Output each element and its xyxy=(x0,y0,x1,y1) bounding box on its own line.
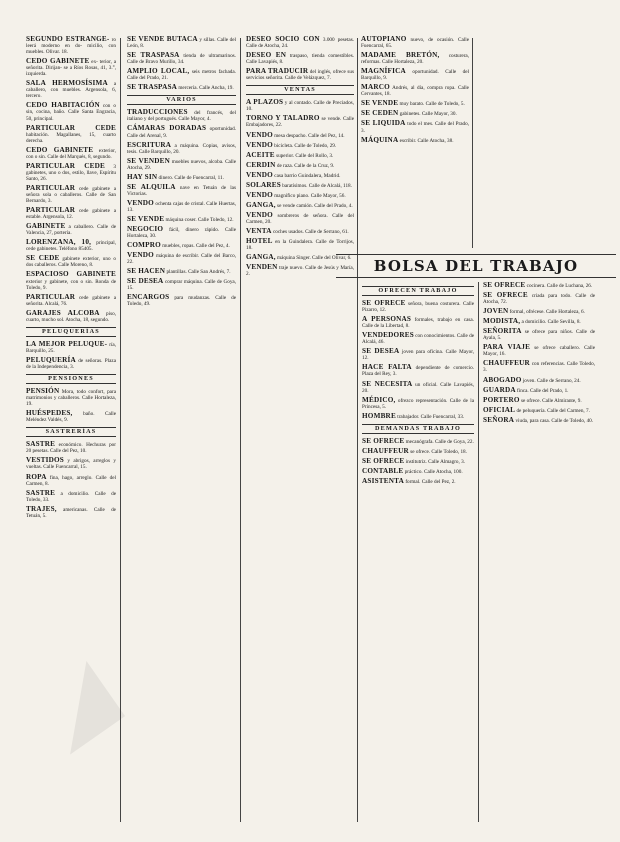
ad-body: dependiente de comercio. Plaza del Rey, 3. xyxy=(362,365,474,378)
column-c xyxy=(246,36,354,824)
ad-body: muebles nuevos, alcoba. Calle Atocha, 29. xyxy=(127,158,236,171)
ad-body: piso, cuarto, mucho sol. Atocha, 18, segundo. xyxy=(26,310,116,323)
ad-lead: GABINETE xyxy=(26,222,66,231)
ad-lead: VENDO xyxy=(246,210,273,219)
ad-lead: CÁMARAS DORADAS xyxy=(127,124,207,133)
ad-body: trabajador. Calle Fuencarral, 33. xyxy=(397,413,465,420)
classified-ad xyxy=(127,36,236,49)
column-rule xyxy=(472,38,473,248)
ad-body: baño. Calle Meléndez Valdés, 9. xyxy=(26,411,116,424)
ad-body: costurera, reformas. Calle Hortaleza, 20. xyxy=(361,53,469,66)
ad-body: cede gabinete a señora sola o caballeros. Calle de San Bernardo, 3. xyxy=(26,185,116,205)
classified-ad xyxy=(26,357,116,370)
ad-lead: GANGA, xyxy=(246,253,276,262)
ad-lead: ROPA xyxy=(26,472,47,481)
ad-lead: CHAUFFEUR xyxy=(362,446,409,455)
column-rule xyxy=(240,38,241,822)
section-heading: SASTRERÍAS xyxy=(26,427,116,437)
ad-lead: VENDEDORES xyxy=(362,331,414,340)
section-heading: PELUQUERÍAS xyxy=(26,327,116,337)
ad-body: criada para todo. Calle de Atocha, 72. xyxy=(483,293,595,306)
classified-ad xyxy=(127,109,236,122)
classified-ad xyxy=(362,332,474,345)
ad-body: gabinetes. Calle Mayor, 30. xyxy=(399,111,457,118)
classified-ad xyxy=(483,328,595,341)
classified-ad xyxy=(127,242,236,249)
classified-ad xyxy=(246,238,354,251)
ad-body: cede gabinete a estable. Argensola, 12. xyxy=(26,208,116,221)
ad-body: muebles, ropas. Calle del Pez, 4. xyxy=(162,243,230,250)
ad-lead: GANGA, xyxy=(246,200,276,209)
ad-body: señora, buena costurera. Calle Pizarro, 12. xyxy=(362,301,474,314)
ad-lead: MARCO xyxy=(361,83,390,92)
ad-lead: MÁQUINA xyxy=(361,135,399,144)
ad-body: Mora, todo confort, para matrimonios y caballeros. Calle Hortaleza, 19. xyxy=(26,389,116,408)
ad-lead: HOMBRE xyxy=(362,411,396,420)
column-a xyxy=(26,36,116,824)
ad-body: se ofrece para niños. Calle de Ayala, 5. xyxy=(483,329,595,342)
classified-ad xyxy=(26,223,116,236)
ad-lead: COMPRO xyxy=(127,241,161,250)
ad-body: viuda, para casa. Calle de Toledo, 40. xyxy=(515,417,594,424)
ad-body: se vende camión. Calle del Prado, 4. xyxy=(277,202,353,209)
section-heading: VARIOS xyxy=(127,95,236,105)
ad-lead: SE TRASPASA xyxy=(127,51,180,60)
ad-lead: SE HACEN xyxy=(127,267,166,276)
classified-ad xyxy=(246,36,354,49)
classified-ad xyxy=(127,174,236,181)
classified-ad xyxy=(361,84,469,97)
ad-lead: SE TRASPASA xyxy=(127,83,178,92)
ad-body: sombreros de señora. Calle del Carmen, 20. xyxy=(246,212,354,225)
ad-lead: SE VENDE BUTACA xyxy=(127,36,198,43)
column-rule xyxy=(357,38,358,822)
ad-body: máquina coser. Calle Toledo, 12. xyxy=(165,216,234,223)
ad-lead: SEÑORA xyxy=(483,415,515,424)
ad-body: se vende. Calle Embajadores, 22. xyxy=(246,116,354,129)
classified-ad xyxy=(483,417,595,424)
ad-lead: VENDO xyxy=(127,251,154,260)
ad-lead: CHAUFFEUR xyxy=(483,359,530,368)
classified-ad xyxy=(127,125,236,138)
ad-lead: ABOGADO xyxy=(483,375,522,384)
ad-lead: SASTRE xyxy=(26,440,56,449)
ad-lead: MODISTA, xyxy=(483,317,521,326)
ad-lead: LA MEJOR PELUQUE- xyxy=(26,339,108,348)
ad-body: institutriz. Calle Almagro, 3. xyxy=(405,458,465,465)
ad-lead: TRAJES, xyxy=(26,504,57,513)
classified-ad xyxy=(246,162,354,169)
ad-lead: HAY SIN xyxy=(127,172,158,181)
ad-lead: NEGOCIO xyxy=(127,225,164,234)
ad-lead: VENDO xyxy=(246,190,273,199)
ad-body: traje nuevo. Calle de Jesús y María, 2. xyxy=(246,265,354,278)
ad-body: coches usados. Calle de Serrano, 61. xyxy=(272,228,349,235)
ad-body: ex- terior, a señorita. Dirijan- se a Ríos Rosas, 41, 3.°, izquierda. xyxy=(26,59,116,78)
ad-lead: SE OFRECE xyxy=(483,291,528,300)
scan-watermark: ◢ xyxy=(16,639,132,764)
ad-body: ochenta cajas de cristal. Calle Huertas, 13. xyxy=(127,200,236,213)
classified-ad xyxy=(362,381,474,394)
ad-body: un oficial. Calle Lavapiés, 20. xyxy=(362,381,474,394)
ad-body: exterior, con o sin. Calle del Marqués, 8, segundo. xyxy=(26,147,116,160)
ad-lead: SE LIQUIDA xyxy=(361,119,406,128)
classified-ad xyxy=(483,318,595,325)
ad-body: cocinera. Calle de Luchana, 26. xyxy=(526,283,593,289)
classified-ad xyxy=(127,268,236,275)
classified-ad xyxy=(26,80,116,99)
section-heading: OFRECEN TRABAJO xyxy=(362,286,474,296)
classified-ad xyxy=(246,52,354,65)
ad-lead: TORNO Y TALADRO xyxy=(246,114,320,123)
ad-body: comprar máquina. Calle de Goya, 15. xyxy=(127,279,236,292)
classified-ad xyxy=(127,278,236,291)
section-heading: VENTAS xyxy=(246,85,354,95)
ad-body: oportunidad. Calle del Barquillo, 9. xyxy=(361,69,469,82)
ad-lead: PARA VIAJE xyxy=(483,343,531,352)
classified-ad xyxy=(246,99,354,112)
ad-body: todo el mes. Calle del Prado, 3. xyxy=(361,121,469,134)
ad-lead: SE OFRECE xyxy=(362,456,405,465)
ad-body: cede gabinete a señorita. Alcalá, 76. xyxy=(26,294,116,307)
ad-lead: SEÑORITA xyxy=(483,327,522,336)
classified-ad xyxy=(361,137,469,144)
classified-ad xyxy=(362,438,474,445)
classified-ad xyxy=(26,36,116,55)
ad-body: fácil, dinero rápido. Calle Hortaleza, 30. xyxy=(127,227,236,240)
ad-lead: GARAJES ALCOBA xyxy=(26,308,100,317)
classified-ad xyxy=(361,110,469,117)
ad-lead: VENDEN xyxy=(246,263,278,272)
ad-lead: SE VENDEN xyxy=(127,156,171,165)
classified-ad xyxy=(246,152,354,159)
ad-body: magnífico piano. Calle Mayor, 56. xyxy=(274,192,346,199)
ad-body: y al contado. Calle de Preciados, 10. xyxy=(246,100,354,113)
classified-ad xyxy=(362,413,474,420)
ad-body: a domicilio. Calle de Toledo, 33. xyxy=(26,490,116,503)
ad-lead: SE OFRECE xyxy=(483,282,526,289)
ad-body: se ofrece. Calle Toledo, 18. xyxy=(410,448,467,455)
classified-ad xyxy=(127,216,236,223)
classified-ad xyxy=(26,490,116,503)
classified-ad xyxy=(26,310,116,323)
ad-lead: JOVEN xyxy=(483,307,509,316)
ad-body: 3 gabinetes, uno o dos, estilo, llave, Espíritu Santo, 26. xyxy=(26,163,116,182)
ad-lead: SE CEDE xyxy=(26,254,60,263)
section-heading: PENSIONES xyxy=(26,374,116,384)
classified-ad xyxy=(26,58,116,77)
classified-ad xyxy=(26,271,116,290)
classified-ad xyxy=(246,228,354,235)
ad-lead: SE NECESITA xyxy=(362,379,413,388)
classified-ad xyxy=(483,407,595,414)
ad-body: joven para oficina. Calle Mayor, 12. xyxy=(362,349,474,362)
ad-lead: DESEO SOCIO CON xyxy=(246,36,320,43)
ad-lead: SE ALQUILA xyxy=(127,182,176,191)
ad-lead: SE OFRECE xyxy=(362,299,406,308)
classified-ad xyxy=(26,506,116,519)
column-e xyxy=(362,282,474,824)
ad-body: mesa despacho. Calle del Pez, 14. xyxy=(274,132,345,139)
classified-ad xyxy=(483,360,595,373)
classified-ad xyxy=(26,294,116,307)
ad-lead: CONTABLE xyxy=(362,466,404,475)
classified-ad xyxy=(246,182,354,189)
ad-body: superior. Calle del Rollo, 3. xyxy=(276,152,334,159)
column-rule xyxy=(120,38,121,822)
classified-ad xyxy=(26,457,116,470)
ad-lead: MÉDICO, xyxy=(362,395,396,404)
ad-lead: PARTICULAR xyxy=(26,292,76,301)
ad-lead: PENSIÓN xyxy=(26,387,60,396)
ad-body: bicicleta. Calle de Toledo, 29. xyxy=(274,142,337,149)
ad-body: Andrés, al día, compra ropa. Calle Cervantes, 18. xyxy=(361,85,469,98)
ad-body: escribir. Calle Atocha, 38. xyxy=(399,137,454,144)
ad-lead: VENDO xyxy=(246,170,273,179)
classified-ad xyxy=(26,163,116,182)
classified-ad xyxy=(26,102,116,121)
ad-lead: VENDO xyxy=(246,140,273,149)
ad-body: de peluquería. Calle del Carmen, 7. xyxy=(516,407,590,414)
classified-ad xyxy=(127,226,236,239)
classified-ad xyxy=(127,184,236,197)
classified-ad xyxy=(246,212,354,225)
classified-ad xyxy=(26,474,116,487)
classified-ad xyxy=(362,348,474,361)
ad-body: principal, cede gabinetes. Teléfono 85405. xyxy=(26,240,116,253)
classified-ad xyxy=(483,397,595,404)
ad-lead: PELUQUERÍA xyxy=(26,355,76,364)
ad-lead: PORTERO xyxy=(483,395,520,404)
ad-body: nuevo, de ocasión. Calle Fuencarral, 65. xyxy=(361,37,469,50)
classified-ad xyxy=(362,478,474,485)
ad-body: traspaso, tienda comestibles. Calle Lavapiés, 8. xyxy=(246,53,354,66)
ad-lead: ASISTENTA xyxy=(362,476,405,485)
classified-ad xyxy=(127,142,236,155)
ad-lead: A PERSONAS xyxy=(362,315,412,324)
classified-ad xyxy=(26,147,116,160)
classified-ad xyxy=(246,68,354,81)
ad-lead: MAGNÍFICA xyxy=(361,67,406,76)
classified-ad xyxy=(127,68,236,81)
ad-lead: ENCARGOS xyxy=(127,293,170,302)
ad-lead: AUTOPIANO xyxy=(361,36,407,43)
ad-lead: VESTIDOS xyxy=(26,456,64,465)
ad-lead: VENTA xyxy=(246,226,272,235)
ad-lead: CEDO HABITACIÓN xyxy=(26,101,100,110)
classified-ad xyxy=(483,282,595,289)
ad-body: para mudanzas. Calle de Toledo, 49. xyxy=(127,295,236,308)
section-banner: BOLSA DEL TRABAJO xyxy=(336,254,616,278)
classified-ad xyxy=(127,200,236,213)
classified-ad xyxy=(361,36,469,49)
ad-body: mecanógrafa. Calle de Goya, 22. xyxy=(405,438,474,445)
ad-body: casa barrio Guindalera, Madrid. xyxy=(274,172,341,179)
classified-ad xyxy=(246,172,354,179)
ad-body: finca. Calle del Prado, 1. xyxy=(517,387,569,394)
column-rule xyxy=(478,282,479,822)
ad-body: económico. Hechuras por 20 pesetas. Calle del Pez, 10. xyxy=(26,442,116,455)
column-d xyxy=(361,36,469,248)
ad-lead: PARTICULAR xyxy=(26,183,76,192)
ad-lead: AMPLIO LOCAL, xyxy=(127,67,190,76)
ad-body: seis metros fachada. Calle del Prado, 21. xyxy=(127,69,236,82)
classified-ad xyxy=(127,158,236,171)
classified-ad xyxy=(362,448,474,455)
classified-ad xyxy=(483,308,595,315)
classified-ad xyxy=(362,397,474,410)
ad-body: fina, hago, arreglo. Calle del Carmen, 8. xyxy=(26,474,116,487)
classified-ad xyxy=(127,294,236,307)
ad-lead: HACE FALTA xyxy=(362,363,412,372)
classified-ad xyxy=(362,468,474,475)
ad-body: se ofrece. Calle Almirante, 9. xyxy=(521,397,582,404)
classified-ad xyxy=(483,344,595,357)
ad-body: se ofrece caballero. Calle Mayor, 16. xyxy=(483,345,595,358)
classified-ad xyxy=(26,410,116,423)
classified-ad xyxy=(26,341,116,354)
ad-body: de raza. Calle de la Cruz, 9. xyxy=(276,162,335,169)
ad-lead: SE CEDEN xyxy=(361,109,399,118)
ad-body: baratísimos. Calle de Alcalá, 118. xyxy=(282,182,352,189)
ad-body: tienda de ultramarinos. Calle de Bravo Murillo, 34. xyxy=(127,53,236,66)
ad-body: y sillas. Calle del León, 8. xyxy=(127,37,236,50)
classified-ad xyxy=(246,192,354,199)
classified-ad xyxy=(246,132,354,139)
ad-lead: ESCRITURA xyxy=(127,140,172,149)
classified-ad xyxy=(483,292,595,305)
ad-lead: ACEITE xyxy=(246,150,275,159)
ad-body: en la Guindalera. Calle de Torrijos, 18. xyxy=(246,239,354,252)
ad-lead: SOLARES xyxy=(246,180,281,189)
classified-ad xyxy=(361,68,469,81)
classified-ad xyxy=(362,300,474,313)
ad-body: joven. Calle de Serrano, 24. xyxy=(522,377,581,384)
column-f xyxy=(483,282,595,824)
ad-lead: HUÉSPEDES, xyxy=(26,409,73,418)
ad-body: oportunidad. Calle del Arenal, 9. xyxy=(127,126,236,139)
ad-lead: TRADUCCIONES xyxy=(127,108,188,117)
ad-lead: A PLAZOS xyxy=(246,98,284,107)
classified-ad xyxy=(246,202,354,209)
ad-lead: SE VENDE xyxy=(127,214,165,223)
ad-lead: SE DESEA xyxy=(362,347,400,356)
ad-body: con referencias. Calle Toledo, 3. xyxy=(483,361,595,374)
ad-lead: SE VENDE xyxy=(361,99,399,108)
classified-ad xyxy=(26,441,116,454)
ad-lead: PARTICULAR xyxy=(26,206,76,215)
ad-body: y abrigos, arreglos y vueltas. Calle Fuencarral, 15. xyxy=(26,458,116,471)
classified-ad xyxy=(483,387,595,394)
ad-lead: SE OFRECE xyxy=(362,436,405,445)
ad-body: a caballero, con muebles. Argensola, 6, tercero. xyxy=(26,81,116,100)
ad-body: con conocimientos. Calle de Alcalá, 46. xyxy=(362,333,474,346)
ad-lead: ESPACIOSO GABINETE xyxy=(26,270,116,279)
ad-body: exterior y gabinete, con o sin. Ronda de Toledo, 9. xyxy=(26,278,116,291)
classified-ad xyxy=(362,364,474,377)
ad-body: a máquina. Copias, avisos, tesis. Calle Barquillo, 20. xyxy=(127,142,236,155)
ad-lead: SEGUNDO ESTRANGE- xyxy=(26,36,110,43)
ad-lead: VENDO xyxy=(127,198,154,207)
ad-lead: SALA HERMOSÍSIMA xyxy=(26,79,108,88)
classified-ad xyxy=(26,255,116,268)
classified-ad xyxy=(246,142,354,149)
ad-body: del francés, del italiano y del portugués. Calle Mayor, 4. xyxy=(127,110,236,123)
ad-body: de señoras. Plaza de la Independencia, 3. xyxy=(26,357,116,370)
ad-body: habitación. Magallanes, 15, cuarto derecha. xyxy=(26,131,116,144)
ad-lead: OFICIAL xyxy=(483,405,516,414)
ad-body: formales, trabajo en casa. Calle de la Libertad, 8. xyxy=(362,317,474,330)
ad-body: americanas. Calle de Tetuán, 5. xyxy=(26,506,116,519)
ad-body: 3.000 pesetas. Calle de Atocha, 24. xyxy=(246,37,354,50)
ad-body: a caballero. Calle de Valencia, 27, portería. xyxy=(26,224,116,237)
ad-lead: MADAME BRETÓN, xyxy=(361,51,440,60)
classified-ad xyxy=(361,52,469,65)
ad-body: máquina de escribir. Calle del Barco, 22. xyxy=(127,253,236,266)
classified-ad xyxy=(361,120,469,133)
ad-lead: SE DESEA xyxy=(127,277,164,286)
ad-lead: PARA TRADUCIR xyxy=(246,67,309,76)
ad-body: a domicilio. Calle Sevilla, 8. xyxy=(521,319,581,326)
classified-ad xyxy=(362,316,474,329)
classified-ad xyxy=(26,207,116,220)
classified-ad xyxy=(483,377,595,384)
classified-ad xyxy=(127,84,236,91)
ad-body: formal, ofrécese. Calle Hortaleza, 6. xyxy=(509,309,585,316)
ad-body: muy barato. Calle de Toledo, 5. xyxy=(399,101,465,108)
ad-lead: DESEO EN xyxy=(246,51,287,60)
column-b xyxy=(127,36,236,824)
classified-ad xyxy=(26,125,116,144)
ad-body: gabinete exterior, uno o dos caballeros. Calle Moreno, 8. xyxy=(26,256,116,269)
classified-ad xyxy=(26,239,116,252)
ad-lead: LORENZANA, 10, xyxy=(26,238,92,247)
ad-lead: CEDO GABINETE xyxy=(26,57,90,66)
classified-ad xyxy=(362,458,474,465)
ad-body: dinero. Calle de Fuencarral, 11. xyxy=(158,174,224,181)
ad-body: ro leerá moderno en do- micilio, con muebles. Olivar. 18. xyxy=(26,37,116,56)
ad-body: plantillas. Calle San Andrés, 7. xyxy=(166,269,231,276)
ad-body: ofrezco representación. Calle de la Princesa, 5. xyxy=(362,397,474,410)
ad-body: con o sin, cocina, baño. Calle Santa Engracia, 50, principal. xyxy=(26,103,116,122)
ad-lead: GUARDA xyxy=(483,385,516,394)
ad-lead: CEDO GABINETE xyxy=(26,145,94,154)
classified-ad xyxy=(26,185,116,204)
ad-lead: PARTICULAR CEDE xyxy=(26,161,105,170)
ad-body: nave en Tetuán de las Victorias. xyxy=(127,184,236,197)
classified-ad xyxy=(26,388,116,407)
ad-body: mercería. Calle Ancha, 19. xyxy=(178,85,234,92)
ad-body: práctico. Calle Atocha, 100. xyxy=(404,468,463,475)
classified-ad xyxy=(127,252,236,265)
classified-ad xyxy=(361,100,469,107)
ad-body: formal. Calle del Pez, 2. xyxy=(405,478,456,485)
classified-ad xyxy=(246,115,354,128)
ad-lead: PARTICULAR CEDE xyxy=(26,123,116,132)
section-heading: DEMANDAS TRABAJO xyxy=(362,424,474,434)
ad-lead: VENDO xyxy=(246,130,273,139)
ad-body: del inglés, ofrece sus servicios señorita. Calle de Velázquez, 7. xyxy=(246,69,354,82)
ad-body: máquina Singer. Calle del Olivar, 6. xyxy=(277,255,352,262)
ad-lead: SASTRE xyxy=(26,488,56,497)
classified-ad xyxy=(127,52,236,65)
ad-lead: CERDIN xyxy=(246,160,276,169)
ad-lead: HOTEL xyxy=(246,237,273,246)
ad-body: ría, Barquillo, 25. xyxy=(26,341,116,354)
